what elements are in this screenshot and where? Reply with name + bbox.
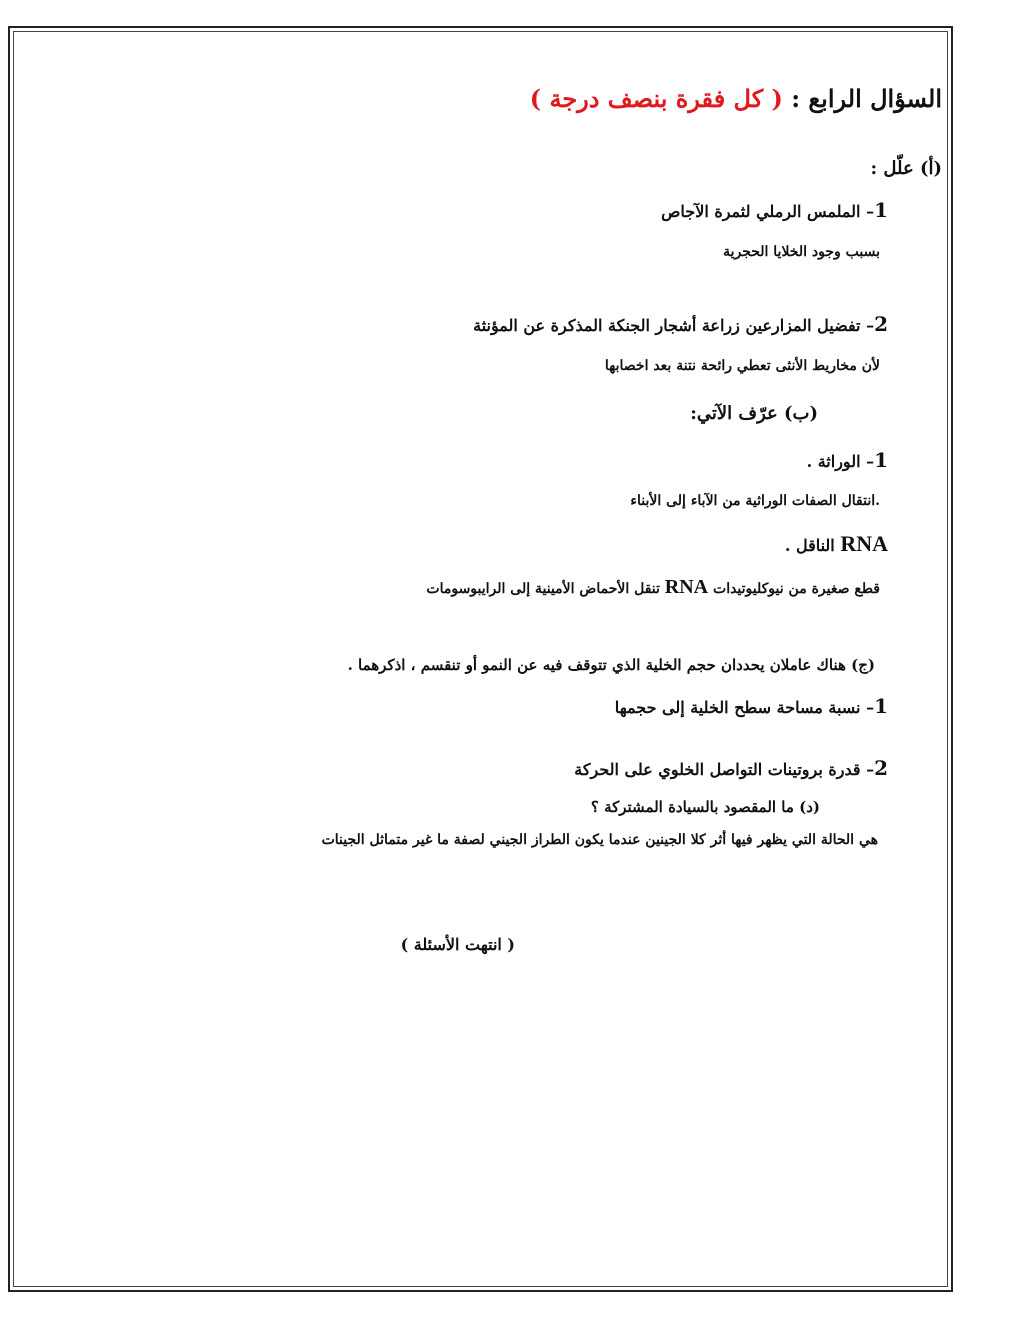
section-a-item-2 <box>473 312 888 336</box>
item-question: الناقل . <box>784 536 835 555</box>
end-of-questions: ( انتهت الأسئلة ) <box>400 935 515 954</box>
item-number: 2 <box>874 312 888 336</box>
item-number: 2 <box>874 756 888 780</box>
section-a-answer-1: بسبب وجود الخلايا الحجرية <box>723 244 880 260</box>
section-c-item-2 <box>574 756 888 780</box>
item-number: 1 <box>874 694 888 718</box>
marks-note: ( كل فقرة بنصف درجة ) <box>529 84 783 113</box>
item-question: – الوراثة . <box>806 452 875 471</box>
item-question: – تفضيل المزارعين زراعة أشجار الجنكة المذكرة عن المؤنثة <box>473 316 875 335</box>
item-text: – نسبة مساحة سطح الخلية إلى حجمها <box>614 698 875 717</box>
question-title-line <box>530 84 942 113</box>
section-b-item-2 <box>785 531 888 557</box>
section-b-answer-2 <box>426 576 880 599</box>
answer-part-before: قطع صغيرة من نيوكليوتيدات <box>713 581 880 597</box>
rna-term: RNA <box>840 531 888 556</box>
section-a-item-1 <box>661 198 888 222</box>
section-c-item-1 <box>615 694 888 718</box>
item-number: 1 <box>874 448 888 472</box>
section-a-answer-2: لأن مخاريط الأنثى تعطي رائحة نتنة بعد اخصابها <box>604 358 880 374</box>
section-b-answer-1: .انتقال الصفات الوراثية من الآباء إلى الأبناء <box>630 493 880 509</box>
section-a-heading: (أ) علّل : <box>870 158 942 179</box>
section-c-heading: (ج) هناك عاملان يحددان حجم الخلية الذي تتوقف فيه عن النمو أو تنقسم ، اذكرهما . <box>347 656 875 674</box>
item-text: – قدرة بروتينات التواصل الخلوي على الحركة <box>574 760 875 779</box>
item-question: – الملمس الرملي لثمرة الآجاص <box>661 202 875 221</box>
answer-part-after: تنقل الأحماض الأمينية إلى الرايبوسومات <box>426 581 660 597</box>
section-d-heading: (د) ما المقصود بالسيادة المشتركة ؟ <box>590 798 820 816</box>
rna-term-inline: RNA <box>664 576 709 598</box>
section-b-item-1 <box>807 448 888 472</box>
item-number: 1 <box>874 198 888 222</box>
section-d-answer: هي الحالة التي يظهر فيها أثر كلا الجينين عندما يكون الطراز الجيني لصفة ما غير متماثل الجينات <box>321 832 878 848</box>
section-b-heading: (ب) عرّف الآتي: <box>690 403 818 424</box>
question-title: السؤال الرابع : <box>791 84 942 113</box>
